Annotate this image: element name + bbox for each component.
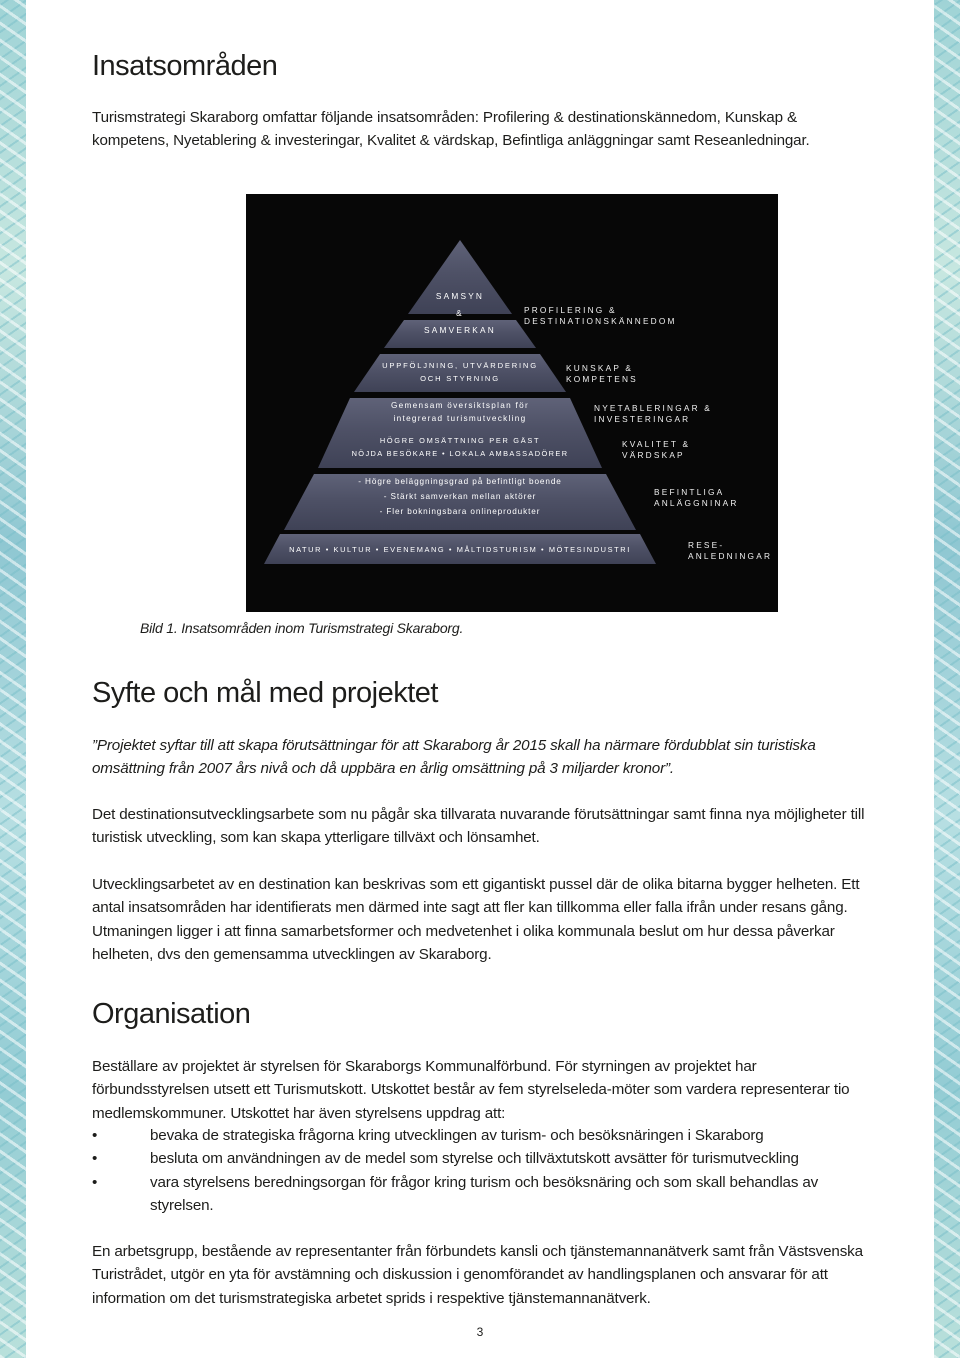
area-label-nyetableringar-line2: INVESTERINGAR [594, 414, 691, 424]
decorative-border-left [0, 0, 26, 1358]
bullet-marker: • [92, 1127, 98, 1144]
area-label-kvalitet-line1: KVALITET & [622, 439, 691, 449]
intro-paragraph: Turismstrategi Skaraborg omfattar följande insatsområden: Profilering & destinationskännedom, Kunskap & kompetens, Nyetablering & investeringar, Kvalitet & värdskap, Befintliga anläggningar samt Reseanledningar. [92, 109, 810, 150]
pyramid-label-turismutveckling: integrerad turismutveckling [393, 414, 527, 423]
pyramid-label-belaggningsgrad: - Högre beläggningsgrad på befintligt boende [358, 477, 562, 486]
area-label-profilering-line1: PROFILERING & [524, 305, 617, 315]
list-item [92, 1124, 872, 1147]
area-label-kunskap-line1: KUNSKAP & [566, 363, 634, 373]
figure-caption: Bild 1. Insatsområden inom Turismstrategi Skaraborg. [140, 620, 464, 636]
pyramid-label-omsattning: HÖGRE OMSÄTTNING PER GÄST [379, 436, 541, 445]
list-item [92, 1147, 872, 1170]
list-item [92, 1171, 872, 1218]
page-number: 3 [476, 1325, 484, 1339]
decorative-border-right [934, 0, 960, 1358]
bullet-marker: • [92, 1150, 98, 1168]
pyramid-label-onlineprodukter: - Fler bokningsbara onlineprodukter [379, 507, 541, 516]
pyramid-label-ampersand: & [456, 308, 464, 318]
area-label-profilering-line2: DESTINATIONSKÄNNEDOM [524, 316, 677, 326]
area-label-kvalitet-line2: VÄRDSKAP [622, 450, 685, 460]
area-label-befintliga-line1: BEFINTLIGA [654, 487, 725, 497]
heading-organisation: Organisation [92, 998, 251, 1030]
paragraph-pussel: Utvecklingsarbetet av en destination kan beskrivas som ett gigantiskt pussel där de olika bitarna bygger helheten. Ett antal insatsområden har identifierats men därmed inte sagt att fler kan tillkomma eller falla ifrån under resans gång. Utmaningen ligger i att finna samarbetsformer och medvetenhet i olika kommunala beslut om hur dessa påverkar helheten, dvs den gemensamma utvecklingen av Skaraborg. [92, 876, 860, 963]
heading-syfte: Syfte och mål med projektet [92, 677, 438, 709]
pyramid-figure [246, 194, 778, 612]
paragraph-organisation: Beställare av projektet är styrelsen för Skaraborgs Kommunalförbund. För styrningen av projektet har förbundsstyrelsen utsett ett Turismutskott. Utskottet består av fem styrelseleda-möter som vardera representerar tio medlemskommuner. Utskottet har även styrelsens uppdrag att: [92, 1058, 850, 1122]
bullet-list [92, 1124, 872, 1217]
pyramid-label-samverkan: SAMVERKAN [424, 325, 496, 335]
area-label-kunskap-line2: KOMPETENS [566, 374, 638, 384]
list-item-text: bevaka de strategiska frågorna kring utvecklingen av turism- och besöksnäringen i Skaraborg [150, 1127, 764, 1144]
bullet-marker: • [92, 1173, 98, 1191]
paragraph-arbetsgrupp: En arbetsgrupp, bestående av representanter från förbundets kansli och tjänstemannanätverk samt från Västsvenska Turistrådet, utgör en yta för avstämning och diskussion i genomförandet av handlingsplanen och ansvarar för att information om det turismstrategiska arbetet sprids i respektive tjänstemannanätverk. [92, 1243, 863, 1307]
pyramid-label-samverkan-aktorer: - Stärkt samverkan mellan aktörer [383, 492, 537, 501]
project-quote: ”Projektet syftar till att skapa förutsättningar för att Skaraborg år 2015 skall ha närmare fördubblat sin turistiska omsättning från 2007 års nivå och då uppbära en årlig omsättning på 3 miljarder kronor”. [92, 737, 816, 778]
pyramid-label-base: NATUR • KULTUR • EVENEMANG • MÅLTIDSTURISM • MÖTESINDUSTRI [289, 545, 631, 554]
pyramid-label-uppfoljning: UPPFÖLJNING, UTVÄRDERING [382, 361, 538, 370]
paragraph-destinationsutveckling: Det destinationsutvecklingsarbete som nu pågår ska tillvarata nuvarande förutsättningar samt finna nya möjligheter till turistisk utveckling, som kan skapa ytterligare tillväxt och lönsamhet. [92, 806, 865, 847]
pyramid-tier-1 [408, 240, 512, 314]
area-label-befintliga-line2: ANLÄGGNINAR [654, 498, 739, 508]
pyramid-label-oversiktsplan: Gemensam översiktsplan för [390, 401, 529, 410]
area-label-nyetableringar-line1: NYETABLERINGAR & [594, 403, 713, 413]
pyramid-label-styrning: OCH STYRNING [420, 374, 500, 383]
pyramid-label-besokare: NÖJDA BESÖKARE • LOKALA AMBASSADÖRER [351, 449, 569, 458]
list-item-text: vara styrelsens beredningsorgan för frågor kring turism och besöksnäring och som skall behandlas av styrelsen. [150, 1173, 819, 1214]
pyramid-label-samsyn: SAMSYN [435, 291, 485, 301]
list-item-text: besluta om användningen av de medel som styrelse och tillväxtutskott avsätter för turismutveckling [150, 1150, 799, 1168]
area-label-rese-line2: ANLEDNINGAR [688, 551, 773, 561]
heading-insatsomraden: Insatsområden [92, 50, 278, 82]
area-label-rese-line1: RESE- [688, 540, 725, 550]
